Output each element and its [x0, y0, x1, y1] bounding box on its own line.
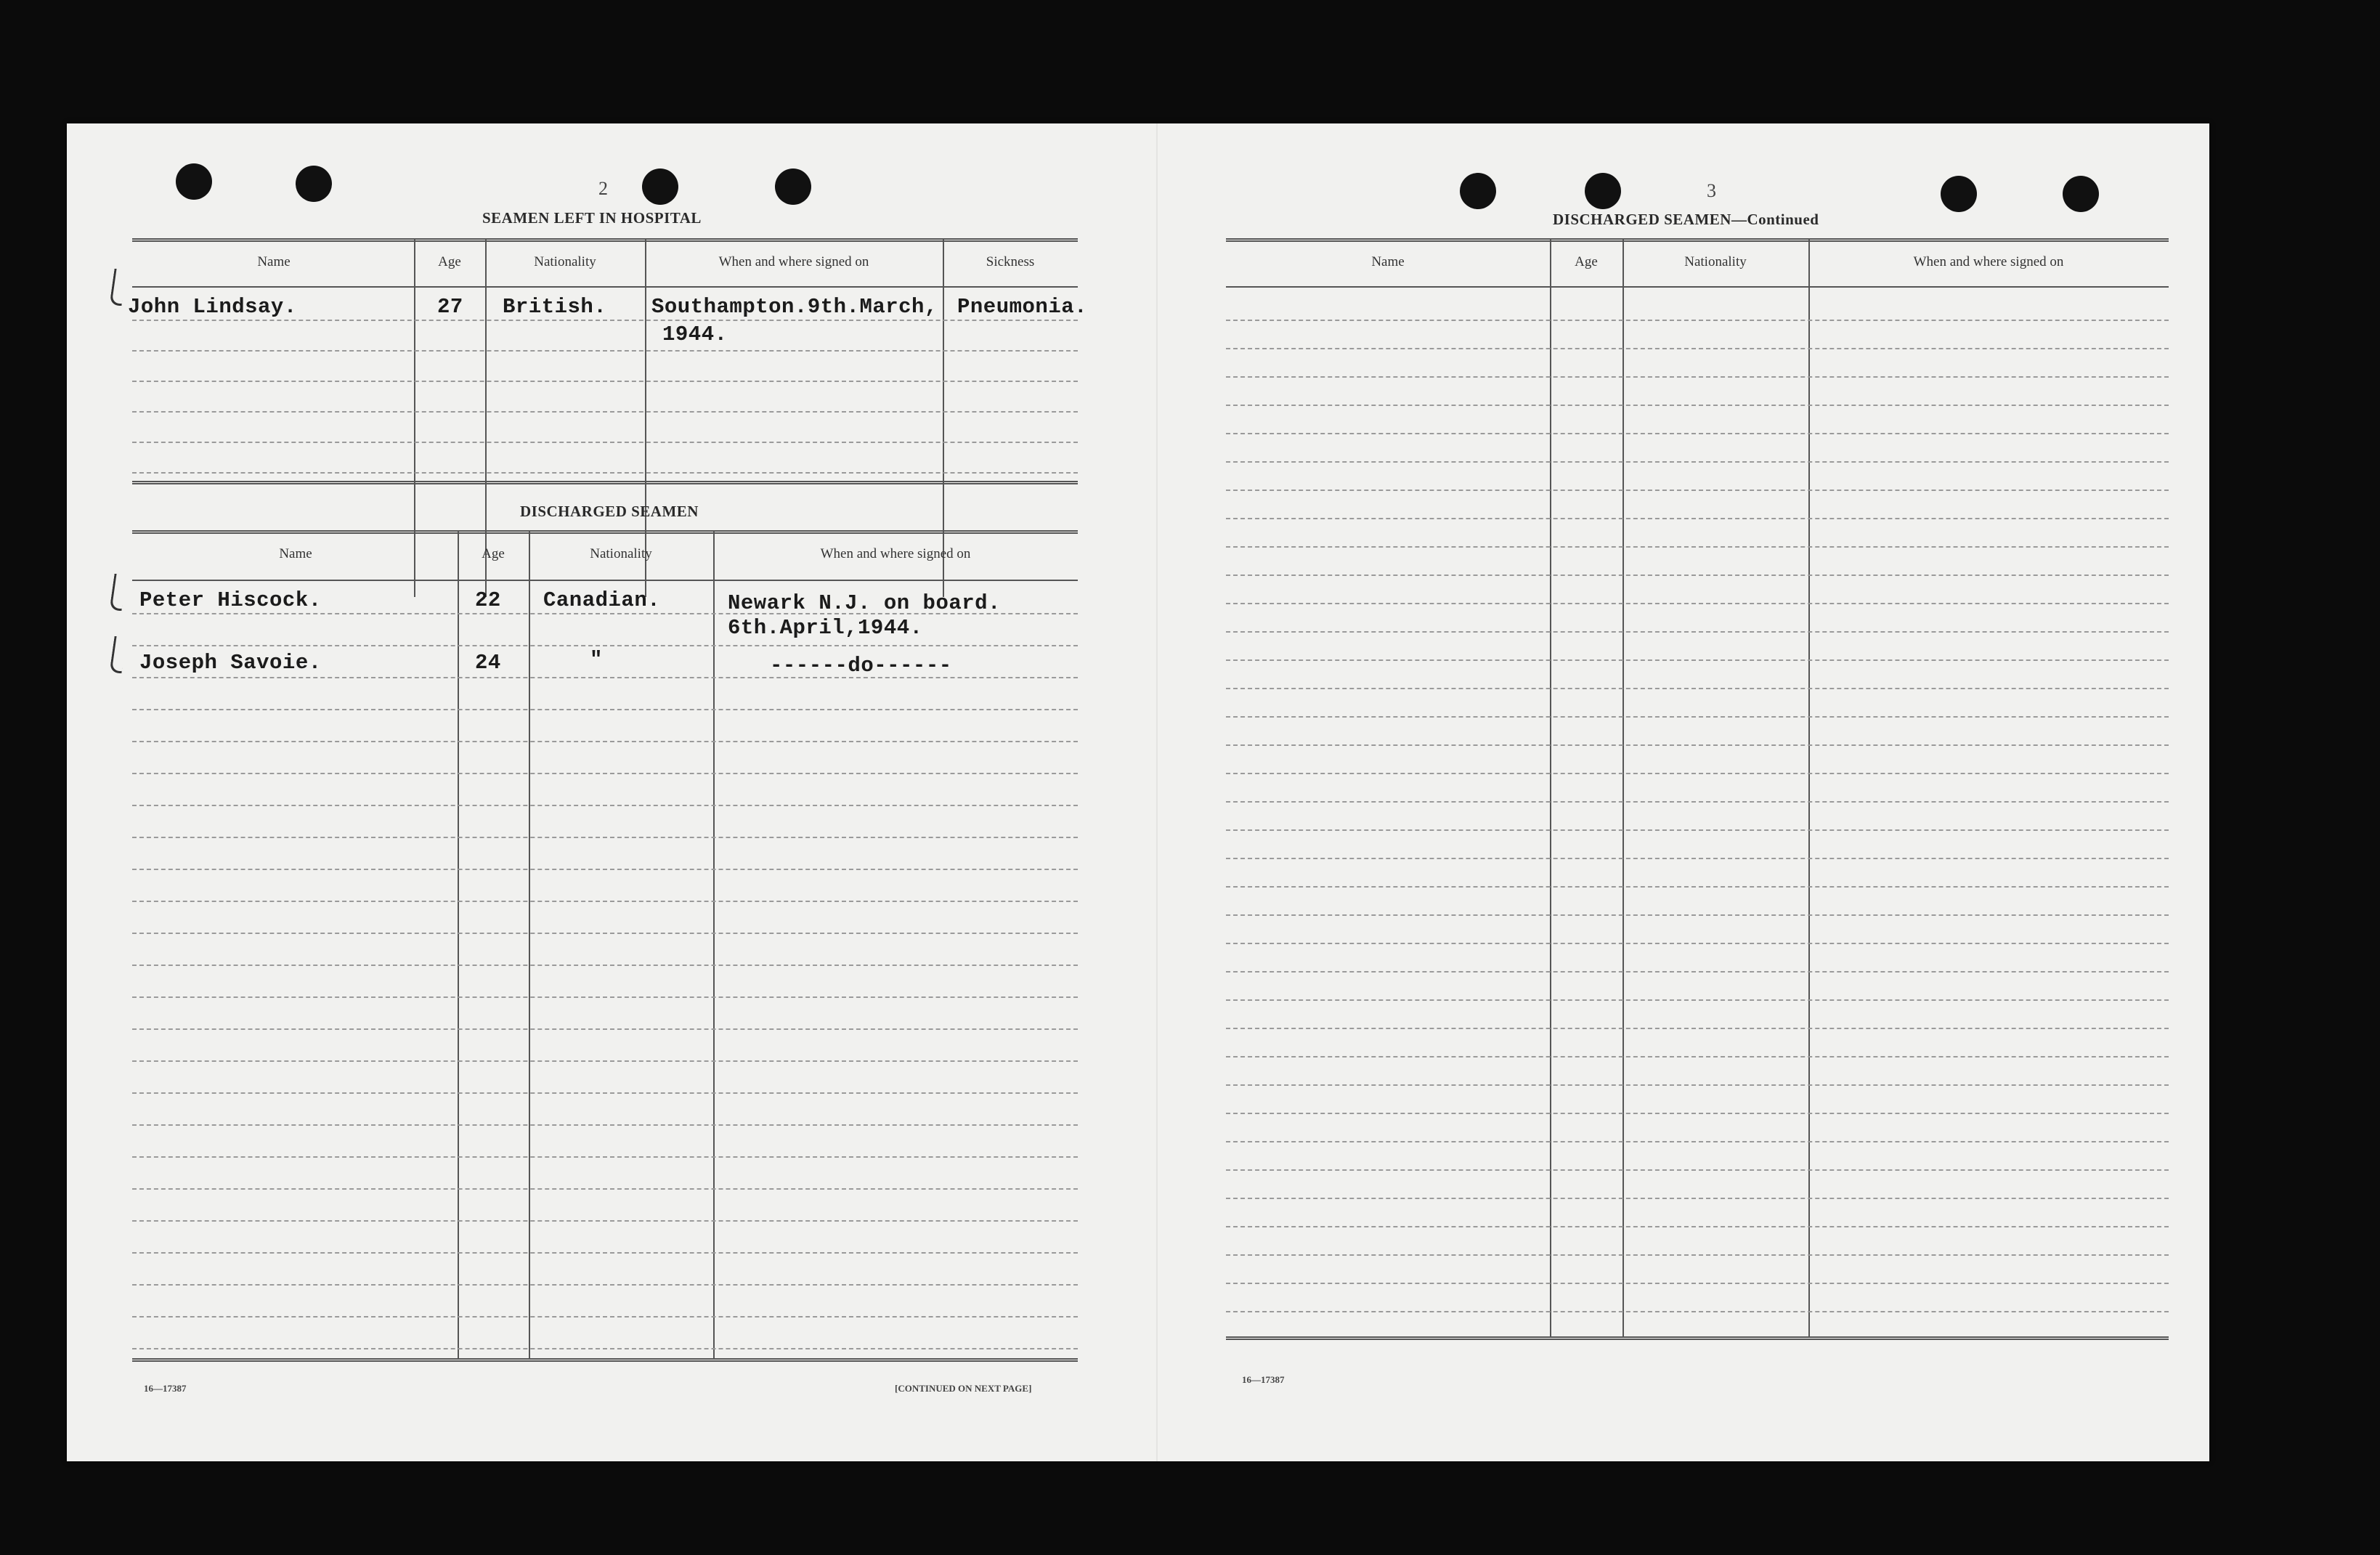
hospital-row-name: John Lindsay. — [128, 295, 297, 319]
ruled-line — [1226, 546, 2169, 548]
ruled-line — [132, 1028, 1078, 1030]
column-header-name: Name — [257, 254, 291, 269]
ruled-line — [1226, 943, 2169, 944]
page-number-left: 2 — [598, 178, 608, 199]
ruled-line — [1226, 886, 2169, 888]
ruled-line — [1226, 688, 2169, 689]
ruled-line — [132, 837, 1078, 838]
form-number: 16—17387 — [144, 1383, 187, 1394]
ruled-line — [132, 411, 1078, 413]
ruled-line — [1226, 603, 2169, 604]
ruled-line — [1226, 1084, 2169, 1086]
column-divider — [414, 238, 415, 597]
ruled-line — [132, 1156, 1078, 1158]
ruled-line — [1226, 659, 2169, 661]
column-divider — [458, 530, 459, 1360]
ruled-line — [1226, 1254, 2169, 1256]
ruled-line — [132, 1124, 1078, 1126]
column-divider — [1622, 238, 1624, 1338]
discharged-row-age: 24 — [475, 651, 501, 675]
ruled-line — [132, 472, 1078, 474]
discharged-row-name: Joseph Savoie. — [139, 651, 322, 675]
column-divider — [713, 530, 715, 1360]
ruled-line — [1226, 914, 2169, 916]
ruled-line — [1226, 490, 2169, 491]
document-sheet — [67, 123, 2209, 1461]
header-rule — [1226, 286, 2169, 288]
hospital-section-title: SEAMEN LEFT IN HOSPITAL — [482, 209, 702, 227]
ruled-line — [1226, 1169, 2169, 1171]
discharged-row-age: 22 — [475, 588, 501, 612]
punch-hole — [642, 169, 678, 205]
ruled-line — [132, 773, 1078, 774]
right-section-title-suffix: —Continued — [1731, 211, 1819, 228]
ruled-line — [1226, 461, 2169, 463]
discharged-row-signed-on-cont: 6th.April,1944. — [728, 616, 923, 640]
column-header-age: Age — [438, 254, 461, 269]
ruled-line — [1226, 320, 2169, 321]
punch-hole — [2063, 176, 2099, 212]
ruled-line — [1226, 716, 2169, 718]
ruled-line — [132, 1188, 1078, 1190]
column-header-nationality: Nationality — [534, 254, 596, 269]
ruled-line — [1226, 858, 2169, 859]
column-divider — [529, 530, 530, 1360]
ruled-line — [1226, 744, 2169, 746]
column-header-signed-on: When and where signed on — [718, 254, 869, 269]
ruled-line — [1226, 575, 2169, 576]
table-rule — [1226, 238, 2169, 242]
ruled-line — [1226, 518, 2169, 519]
ruled-line — [132, 350, 1078, 352]
ruled-line — [132, 1092, 1078, 1094]
ruled-line — [132, 996, 1078, 998]
ruled-line — [132, 1348, 1078, 1349]
column-header-nationality: Nationality — [1684, 254, 1747, 269]
column-header-age: Age — [482, 546, 505, 561]
ruled-line — [132, 741, 1078, 742]
ruled-line — [132, 645, 1078, 646]
table-rule — [132, 481, 1078, 484]
column-header-name: Name — [1371, 254, 1405, 269]
column-divider — [943, 238, 944, 597]
discharged-row-signed-on: ------do------ — [770, 654, 952, 678]
ruled-line — [132, 1060, 1078, 1062]
table-rule — [132, 530, 1078, 534]
punch-hole — [775, 169, 811, 205]
ruled-line — [132, 442, 1078, 443]
hospital-row-age: 27 — [437, 295, 463, 319]
ruled-line — [1226, 1283, 2169, 1284]
ruled-line — [1226, 1198, 2169, 1199]
discharged-row-nationality: " — [590, 648, 603, 672]
column-header-nationality: Nationality — [590, 546, 652, 561]
header-rule — [132, 580, 1078, 581]
check-mark-icon — [109, 269, 126, 306]
table-rule — [132, 1358, 1078, 1362]
column-divider — [485, 238, 487, 597]
punch-hole — [176, 163, 212, 200]
ruled-line — [1226, 1311, 2169, 1312]
ruled-line — [132, 869, 1078, 870]
ruled-line — [1226, 1226, 2169, 1227]
ruled-line — [132, 901, 1078, 902]
continued-note: [CONTINUED ON NEXT PAGE] — [895, 1383, 1032, 1394]
check-mark-icon — [109, 636, 126, 673]
ruled-line — [132, 933, 1078, 934]
right-section-title — [1553, 211, 1819, 229]
punch-hole — [296, 166, 332, 202]
column-header-name: Name — [279, 546, 312, 561]
column-header-signed-on: When and where signed on — [1913, 254, 2064, 269]
form-number: 16—17387 — [1242, 1374, 1285, 1385]
ruled-line — [132, 965, 1078, 966]
check-mark-icon — [109, 574, 126, 611]
column-divider — [1550, 238, 1551, 1338]
ruled-line — [1226, 773, 2169, 774]
ruled-line — [1226, 999, 2169, 1001]
ruled-line — [132, 1220, 1078, 1222]
column-header-signed-on: When and where signed on — [820, 546, 971, 561]
ruled-line — [1226, 829, 2169, 831]
ruled-line — [132, 1316, 1078, 1318]
column-divider — [645, 238, 646, 597]
punch-hole — [1941, 176, 1977, 212]
ruled-line — [1226, 1141, 2169, 1142]
discharged-section-title: DISCHARGED SEAMEN — [520, 503, 699, 520]
ruled-line — [1226, 631, 2169, 633]
discharged-row-signed-on: Newark N.J. on board. — [728, 591, 1001, 615]
ruled-line — [1226, 348, 2169, 349]
column-header-age: Age — [1575, 254, 1598, 269]
column-header-sickness: Sickness — [986, 254, 1035, 269]
ruled-line — [1226, 433, 2169, 434]
ruled-line — [1226, 1028, 2169, 1029]
ruled-line — [1226, 1056, 2169, 1057]
header-rule — [132, 286, 1078, 288]
ruled-line — [132, 320, 1078, 321]
page-number-right: 3 — [1707, 180, 1716, 201]
table-rule — [1226, 1336, 2169, 1340]
hospital-row-nationality: British. — [503, 295, 607, 319]
right-section-title-text: DISCHARGED SEAMEN — [1553, 211, 1731, 228]
discharged-row-name: Peter Hiscock. — [139, 588, 322, 612]
ruled-line — [132, 381, 1078, 382]
punch-hole — [1460, 173, 1496, 209]
ruled-line — [1226, 405, 2169, 406]
discharged-row-nationality: Canadian. — [543, 588, 661, 612]
hospital-row-signed-on: Southampton.9th.March, — [651, 295, 938, 319]
ruled-line — [1226, 1113, 2169, 1114]
ruled-line — [1226, 971, 2169, 973]
column-divider — [1808, 238, 1810, 1338]
ruled-line — [1226, 801, 2169, 803]
ruled-line — [132, 1252, 1078, 1254]
hospital-row-sickness: Pneumonia. — [957, 295, 1088, 319]
page-fold — [1156, 123, 1158, 1461]
ruled-line — [132, 805, 1078, 806]
table-rule — [132, 238, 1078, 242]
ruled-line — [1226, 376, 2169, 378]
ruled-line — [132, 1284, 1078, 1286]
hospital-row-signed-on-cont: 1944. — [662, 322, 728, 346]
ruled-line — [132, 709, 1078, 710]
punch-hole — [1585, 173, 1621, 209]
